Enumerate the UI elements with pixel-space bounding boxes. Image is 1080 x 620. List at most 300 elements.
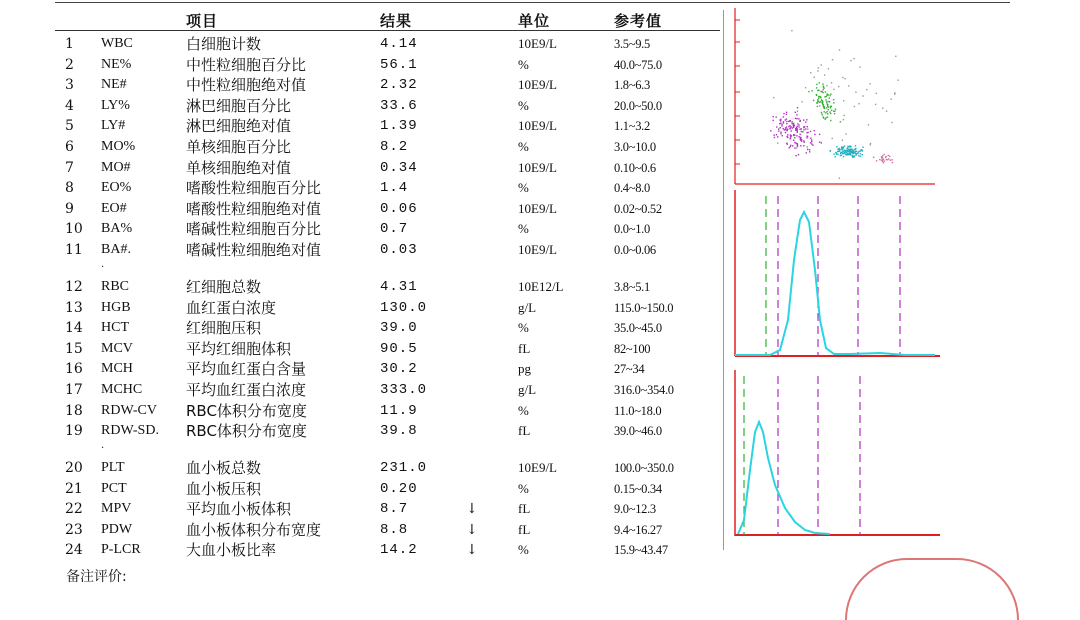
- test-name: 平均血红蛋白浓度: [186, 381, 307, 399]
- scatter-dot: [836, 153, 837, 154]
- test-unit: 10E9/L: [518, 36, 557, 51]
- scatter-dot: [883, 158, 884, 159]
- scatter-dot: [792, 127, 793, 128]
- test-value: 2.32: [380, 77, 418, 94]
- row-number: 2: [65, 56, 74, 73]
- scatter-dot: [799, 129, 800, 130]
- scatter-dot: [798, 118, 799, 119]
- test-name: 嗜碱性粒细胞绝对值: [186, 241, 322, 259]
- scatter-dot: [807, 126, 808, 127]
- scatter-dot: [801, 101, 802, 102]
- scatter-dot: [806, 132, 807, 133]
- test-value: 14.2: [380, 542, 418, 559]
- test-name: RBC体积分布宽度: [186, 422, 307, 441]
- scatter-dot: [786, 130, 787, 131]
- scatter-dot: [854, 152, 855, 153]
- scatter-dot: [793, 127, 794, 128]
- reference-range: 1.8~6.3: [614, 78, 650, 93]
- scatter-dot: [786, 128, 787, 129]
- scatter-dot: [894, 94, 895, 95]
- reference-range: 0.10~0.6: [614, 160, 656, 175]
- test-value: 4.31: [380, 279, 418, 295]
- test-name: 淋巴细胞绝对值: [186, 117, 292, 136]
- test-unit: %: [518, 402, 529, 418]
- test-code: MCH: [101, 361, 133, 377]
- test-code: MCHC: [101, 382, 143, 397]
- scatter-dot: [828, 94, 829, 95]
- test-unit: fL: [518, 340, 531, 356]
- scatter-dot: [840, 153, 841, 154]
- column-divider: [723, 10, 724, 550]
- row-number: 5: [65, 118, 74, 135]
- scatter-dot: [885, 156, 886, 157]
- scatter-dot: [817, 106, 818, 107]
- scatter-dot: [849, 145, 850, 146]
- scatter-dot: [808, 91, 809, 92]
- scatter-dot: [855, 148, 856, 149]
- test-code: NE%: [101, 56, 132, 72]
- row-number: 19: [65, 423, 83, 440]
- scatter-dot: [837, 154, 838, 155]
- test-value: 39.0: [380, 320, 418, 337]
- scatter-dot: [791, 121, 792, 122]
- row-number: 10: [65, 221, 83, 238]
- scatter-dot: [838, 86, 839, 87]
- group-separator: .: [101, 439, 105, 451]
- rbc-curve: [735, 212, 935, 355]
- scatter-dot: [795, 142, 796, 143]
- scatter-dot: [873, 157, 874, 158]
- scatter-dot: [828, 106, 829, 107]
- scatter-dot: [821, 142, 822, 143]
- scatter-dot: [825, 119, 826, 120]
- scatter-dot: [826, 101, 827, 102]
- test-name: 中性粒细胞百分比: [186, 55, 307, 74]
- scatter-dot: [841, 152, 842, 153]
- reference-range: 0.0~1.0: [614, 222, 650, 237]
- scatter-dot: [826, 111, 827, 112]
- scatter-dot: [862, 154, 863, 155]
- test-name: 嗜酸性粒细胞绝对值: [186, 199, 322, 218]
- scatter-dot: [886, 159, 887, 160]
- reference-range: 82~100: [614, 341, 651, 356]
- scatter-dot: [790, 127, 791, 128]
- scatter-dot: [853, 58, 854, 59]
- test-name: 血小板体积分布宽度: [186, 520, 322, 539]
- scatter-dot: [819, 134, 820, 135]
- reference-range: 9.0~12.3: [614, 502, 656, 517]
- test-unit: 10E12/L: [518, 279, 564, 294]
- scatter-dot: [859, 66, 860, 67]
- scatter-dot: [780, 132, 781, 133]
- scatter-dot: [809, 151, 810, 152]
- row-number: 16: [65, 361, 83, 378]
- test-unit: g/L: [518, 299, 537, 315]
- scatter-dot: [830, 120, 831, 121]
- scatter-dot: [840, 149, 841, 150]
- scatter-dot: [799, 136, 800, 137]
- scatter-dot: [776, 134, 777, 135]
- reference-range: 20.0~50.0: [614, 98, 662, 113]
- scatter-dot: [796, 114, 797, 115]
- test-unit: %: [518, 139, 529, 154]
- scatter-dot: [833, 99, 834, 100]
- scatter-dot: [774, 135, 775, 136]
- scatter-dot: [800, 134, 801, 135]
- test-unit: %: [518, 56, 529, 72]
- row-number: 22: [65, 501, 83, 518]
- scatter-dot: [794, 137, 795, 138]
- scatter-dot: [791, 30, 792, 31]
- scatter-dot: [850, 153, 851, 154]
- scatter-dot: [810, 138, 811, 139]
- scatter-dot: [802, 131, 803, 132]
- scatter-dot: [827, 104, 828, 105]
- scatter-dot: [834, 113, 835, 114]
- test-value: 0.7: [380, 221, 409, 238]
- scatter-dot: [838, 149, 839, 150]
- scatter-dot: [773, 120, 774, 121]
- scatter-dot: [888, 155, 889, 156]
- scatter-dot: [828, 109, 829, 110]
- test-code: BA%: [101, 221, 133, 237]
- scatter-dot: [807, 149, 808, 150]
- scatter-dot: [882, 161, 883, 162]
- scatter-dot: [829, 97, 830, 98]
- reference-range: 15.9~43.47: [614, 543, 668, 558]
- row-number: 8: [65, 180, 74, 197]
- test-value: 39.8: [380, 423, 418, 440]
- test-value: 8.2: [380, 139, 409, 155]
- scatter-dot: [822, 101, 823, 102]
- scatter-dot: [879, 159, 880, 160]
- scatter-dot: [845, 151, 846, 152]
- flag-arrow: ↓: [466, 501, 478, 518]
- test-unit: 10E9/L: [518, 159, 557, 175]
- test-name: RBC体积分布宽度: [186, 401, 307, 420]
- reference-range: 3.8~5.1: [614, 280, 650, 294]
- scatter-dot: [796, 127, 797, 128]
- scatter-dot: [797, 143, 798, 144]
- reference-range: 11.0~18.0: [614, 403, 662, 418]
- test-value: 0.03: [380, 242, 418, 258]
- test-name: 红细胞压积: [186, 319, 262, 338]
- test-code: EO%: [101, 180, 132, 196]
- scatter-dot: [798, 124, 799, 125]
- test-value: 8.7: [380, 501, 409, 518]
- header-item: 项目: [186, 12, 219, 30]
- scatter-dot: [784, 129, 785, 130]
- scatter-dot: [803, 145, 804, 146]
- scatter-dot: [810, 142, 811, 143]
- scatter-dot: [846, 154, 847, 155]
- scatter-dot: [831, 82, 832, 83]
- row-number: 1: [65, 36, 74, 52]
- test-code: PLT: [101, 460, 125, 475]
- scatter-dot: [887, 159, 888, 160]
- scatter-dot: [773, 116, 774, 117]
- scatter-dot: [825, 117, 826, 118]
- test-code: P-LCR: [101, 542, 141, 558]
- scatter-dot: [822, 89, 823, 90]
- scatter-dot: [797, 126, 798, 127]
- test-name: 嗜酸性粒细胞百分比: [186, 179, 322, 198]
- test-name: 红细胞总数: [186, 278, 262, 296]
- rbc-histogram: [730, 190, 940, 360]
- test-unit: %: [518, 221, 529, 237]
- scatter-dot: [795, 118, 796, 119]
- test-code: RDW-SD.: [101, 423, 159, 439]
- row-number: 9: [65, 200, 74, 217]
- scatter-dot: [780, 123, 781, 124]
- scatter-dot: [819, 82, 820, 83]
- scatter-dot: [843, 146, 844, 147]
- scatter-dot: [785, 132, 786, 133]
- scatter-dot: [814, 130, 815, 131]
- scatter-dot: [830, 113, 831, 114]
- scatter-dot: [822, 103, 823, 104]
- scatter-dot: [862, 147, 863, 148]
- scatter-dot: [826, 107, 827, 108]
- scatter-dot: [857, 151, 858, 152]
- scatter-dot: [797, 107, 798, 108]
- scatter-dot: [827, 116, 828, 117]
- reference-range: 1.1~3.2: [614, 119, 650, 134]
- scatter-dot: [816, 84, 817, 85]
- test-name: 单核细胞绝对值: [186, 158, 292, 177]
- scatter-dot: [875, 104, 876, 105]
- scatter-dot: [892, 162, 893, 163]
- scatter-dot: [781, 125, 782, 126]
- scatter-dot: [791, 130, 792, 131]
- test-unit: 10E9/L: [518, 200, 557, 216]
- scatter-dot: [774, 137, 775, 138]
- scatter-dot: [889, 156, 890, 157]
- scatter-dot: [825, 99, 826, 100]
- scatter-dot: [796, 128, 797, 129]
- scatter-dot: [793, 134, 794, 135]
- scatter-dot: [832, 59, 833, 60]
- scatter-dot: [882, 155, 883, 156]
- scatter-dot: [790, 138, 791, 139]
- test-unit: fL: [518, 423, 531, 439]
- scatter-dot: [821, 99, 822, 100]
- scatter-dot: [826, 95, 827, 96]
- scatter-dot: [850, 149, 851, 150]
- scatter-dot: [829, 101, 830, 102]
- scatter-dot: [856, 151, 857, 152]
- scatter-dot: [891, 159, 892, 160]
- test-value: 4.14: [380, 36, 418, 52]
- test-value: 231.0: [380, 460, 428, 476]
- scatter-dot: [786, 126, 787, 127]
- scatter-dot: [786, 121, 787, 122]
- scatter-dot: [844, 150, 845, 151]
- scatter-dot: [825, 91, 826, 92]
- scatter-dot: [857, 153, 858, 154]
- scatter-dot: [882, 108, 883, 109]
- scatter-dot: [826, 96, 827, 97]
- scatter-dot: [798, 126, 799, 127]
- scatter-dot: [842, 140, 843, 141]
- scatter-dot: [833, 102, 834, 103]
- scatter-dot: [822, 91, 823, 92]
- scatter-dot: [848, 151, 849, 152]
- row-number: 15: [65, 340, 83, 357]
- scatter-dot: [823, 88, 824, 89]
- test-value: 56.1: [380, 56, 418, 73]
- test-unit: g/L: [518, 382, 537, 397]
- test-name: 平均血红蛋白含量: [186, 360, 307, 379]
- scatter-dot: [822, 83, 823, 84]
- scatter-dot: [823, 107, 824, 108]
- flag-arrow: ↓: [466, 542, 478, 559]
- test-code: MO#: [101, 159, 131, 175]
- scatter-dot: [829, 111, 830, 112]
- reference-range: 3.5~9.5: [614, 37, 650, 51]
- scatter-dot: [806, 152, 807, 153]
- scatter-dot: [778, 128, 779, 129]
- scatter-dot: [852, 150, 853, 151]
- test-value: 8.8: [380, 521, 409, 538]
- scatter-dot: [792, 145, 793, 146]
- scatter-dot: [828, 68, 829, 69]
- scatter-dot: [817, 70, 818, 71]
- reference-range: 115.0~150.0: [614, 300, 674, 315]
- scatter-dot: [850, 60, 851, 61]
- scatter-dot: [787, 144, 788, 145]
- test-value: 130.0: [380, 299, 428, 316]
- row-number: 20: [65, 460, 83, 476]
- test-code: MPV: [101, 501, 132, 517]
- scatter-dot: [891, 122, 892, 123]
- wbc-scatter-plot: [730, 8, 940, 188]
- scatter-dot: [842, 77, 843, 78]
- row-number: 23: [65, 521, 83, 538]
- scatter-dot: [796, 147, 797, 148]
- scatter-dot: [819, 105, 820, 106]
- scatter-dot: [870, 144, 871, 145]
- scatter-dot: [777, 142, 778, 143]
- scatter-dot: [805, 121, 806, 122]
- scatter-dot: [824, 74, 825, 75]
- scatter-dot: [783, 113, 784, 114]
- scatter-dot: [884, 160, 885, 161]
- scatter-dot: [820, 91, 821, 92]
- test-code: EO#: [101, 200, 127, 216]
- reference-range: 0.02~0.52: [614, 201, 662, 216]
- scatter-dot: [862, 95, 863, 96]
- scatter-dot: [805, 128, 806, 129]
- scatter-dot: [876, 93, 877, 94]
- row-number: 3: [65, 77, 74, 94]
- scatter-dot: [858, 103, 859, 104]
- scatter-dot: [831, 106, 832, 107]
- scatter-dot: [781, 124, 782, 125]
- scatter-dot: [809, 149, 810, 150]
- test-unit: %: [518, 180, 529, 196]
- scatter-dot: [830, 95, 831, 96]
- scatter-dot: [824, 96, 825, 97]
- scatter-dot: [795, 112, 796, 113]
- scatter-dot: [790, 120, 791, 121]
- test-name: 白细胞计数: [186, 35, 262, 53]
- scatter-dot: [888, 158, 889, 159]
- test-value: 11.9: [380, 402, 418, 419]
- scatter-dot: [810, 131, 811, 132]
- scatter-dot: [818, 67, 819, 68]
- row-number: 6: [65, 139, 74, 155]
- scatter-dot: [821, 113, 822, 114]
- scatter-dot: [843, 115, 844, 116]
- scatter-dot: [793, 123, 794, 124]
- row-number: 18: [65, 402, 83, 419]
- scatter-dot: [800, 145, 801, 146]
- scatter-dot: [884, 154, 885, 155]
- test-value: 1.39: [380, 118, 418, 135]
- scatter-dot: [803, 119, 804, 120]
- scatter-dot: [817, 99, 818, 100]
- row-number: 17: [65, 382, 83, 398]
- scatter-dot: [798, 154, 799, 155]
- scatter-dot: [786, 123, 787, 124]
- scatter-dot: [786, 112, 787, 113]
- scatter-dot: [840, 155, 841, 156]
- scatter-dot: [806, 137, 807, 138]
- scatter-dot: [788, 121, 789, 122]
- scatter-dot: [881, 156, 882, 157]
- scatter-dot: [870, 143, 871, 144]
- scatter-dot: [800, 139, 801, 140]
- scatter-dot: [780, 127, 781, 128]
- scatter-dot: [860, 156, 861, 157]
- scatter-dot: [832, 138, 833, 139]
- scatter-dot: [824, 111, 825, 112]
- scatter-dot: [855, 154, 856, 155]
- row-number: 7: [65, 159, 74, 176]
- scatter-dot: [823, 86, 824, 87]
- scatter-dot: [817, 102, 818, 103]
- scatter-dot: [803, 129, 804, 130]
- test-unit: fL: [518, 501, 531, 517]
- scatter-dot: [842, 148, 843, 149]
- test-code: HGB: [101, 299, 131, 315]
- test-code: WBC: [101, 36, 133, 51]
- test-unit: %: [518, 480, 529, 496]
- row-number: 13: [65, 299, 83, 316]
- scatter-dot: [801, 128, 802, 129]
- scatter-dot: [817, 100, 818, 101]
- scatter-dot: [803, 140, 804, 141]
- scatter-dot: [831, 110, 832, 111]
- scatter-dot: [791, 135, 792, 136]
- test-value: 0.20: [380, 480, 418, 497]
- plt-histogram: [730, 370, 940, 540]
- scatter-dot: [869, 83, 870, 84]
- scatter-dot: [777, 136, 778, 137]
- test-code: NE#: [101, 77, 127, 93]
- scatter-dot: [773, 97, 774, 98]
- scatter-dot: [790, 145, 791, 146]
- scatter-dot: [790, 126, 791, 127]
- header-unit: 单位: [518, 12, 551, 30]
- scatter-dot: [806, 119, 807, 120]
- scatter-dot: [844, 78, 845, 79]
- scatter-dot: [851, 148, 852, 149]
- reference-range: 100.0~350.0: [614, 461, 674, 475]
- scatter-dot: [811, 139, 812, 140]
- scatter-dot: [776, 116, 777, 117]
